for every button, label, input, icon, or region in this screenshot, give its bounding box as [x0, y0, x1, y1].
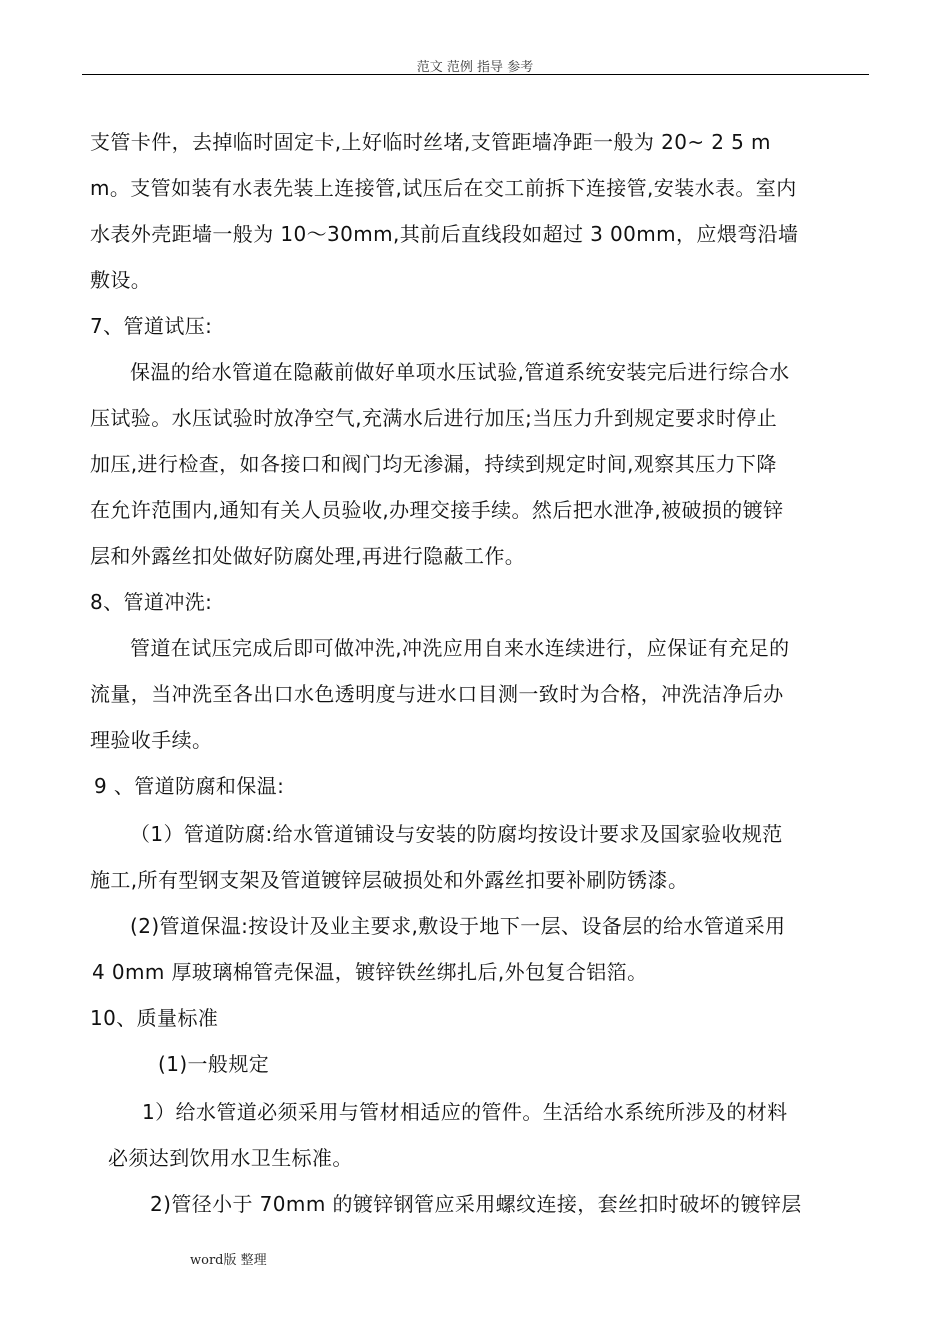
body-line: 压试验。水压试验时放净空气,充满水后进行加压;当压力升到规定要求时停止	[90, 406, 778, 430]
body-line: 保温的给水管道在隐蔽前做好单项水压试验,管道系统安装完后进行综合水	[130, 360, 790, 384]
body-line: 敷设。	[90, 268, 152, 292]
section-heading: 9 、管道防腐和保温:	[94, 774, 285, 798]
body-line: 2)管径小于 70mm 的镀锌钢管应采用螺纹连接，套丝扣时破坏的镀锌层	[150, 1192, 802, 1216]
page-footer: word版 整理	[190, 1253, 267, 1268]
body-line: 流量，当冲洗至各出口水色透明度与进水口目测一致时为合格，冲洗洁净后办	[90, 682, 784, 706]
body-line: 施工,所有型钢支架及管道镀锌层破损处和外露丝扣要补刷防锈漆。	[90, 868, 689, 892]
body-line: 水表外壳距墙一般为 10～30mm,其前后直线段如超过 3 00mm，应煨弯沿墙	[90, 222, 799, 246]
header-divider	[82, 74, 869, 75]
body-line: 必须达到饮用水卫生标准。	[108, 1146, 353, 1170]
body-line: （1）管道防腐:给水管道铺设与安装的防腐均按设计要求及国家验收规范	[130, 822, 783, 846]
body-line: 层和外露丝扣处做好防腐处理,再进行隐蔽工作。	[90, 544, 526, 568]
body-line: m。支管如装有水表先装上连接管,试压后在交工前拆下连接管,安装水表。室内	[90, 176, 797, 200]
section-heading: 7、管道试压:	[90, 314, 213, 338]
body-line: 理验收手续。	[90, 728, 213, 752]
body-line: 4 0mm 厚玻璃棉管壳保温，镀锌铁丝绑扎后,外包复合铝箔。	[92, 960, 648, 984]
subsection-heading: (1)一般规定	[158, 1052, 270, 1076]
body-line: 在允许范围内,通知有关人员验收,办理交接手续。然后把水泄净,被破损的镀锌	[90, 498, 784, 522]
page-header: 范文 范例 指导 参考	[416, 60, 534, 75]
section-heading: 8、管道冲洗:	[90, 590, 213, 614]
body-line: 加压,进行检查，如各接口和阀门均无渗漏，持续到规定时间,观察其压力下降	[90, 452, 777, 476]
body-line: (2)管道保温:按设计及业主要求,敷设于地下一层、设备层的给水管道采用	[130, 914, 786, 938]
section-heading: 10、质量标准	[90, 1006, 219, 1030]
body-line: 1）给水管道必须采用与管材相适应的管件。生活给水系统所涉及的材料	[142, 1100, 788, 1124]
body-line: 管道在试压完成后即可做冲洗,冲洗应用自来水连续进行，应保证有充足的	[130, 636, 790, 660]
body-line: 支管卡件，去掉临时固定卡,上好临时丝堵,支管距墙净距一般为 20~ 2 5 m	[90, 130, 771, 154]
